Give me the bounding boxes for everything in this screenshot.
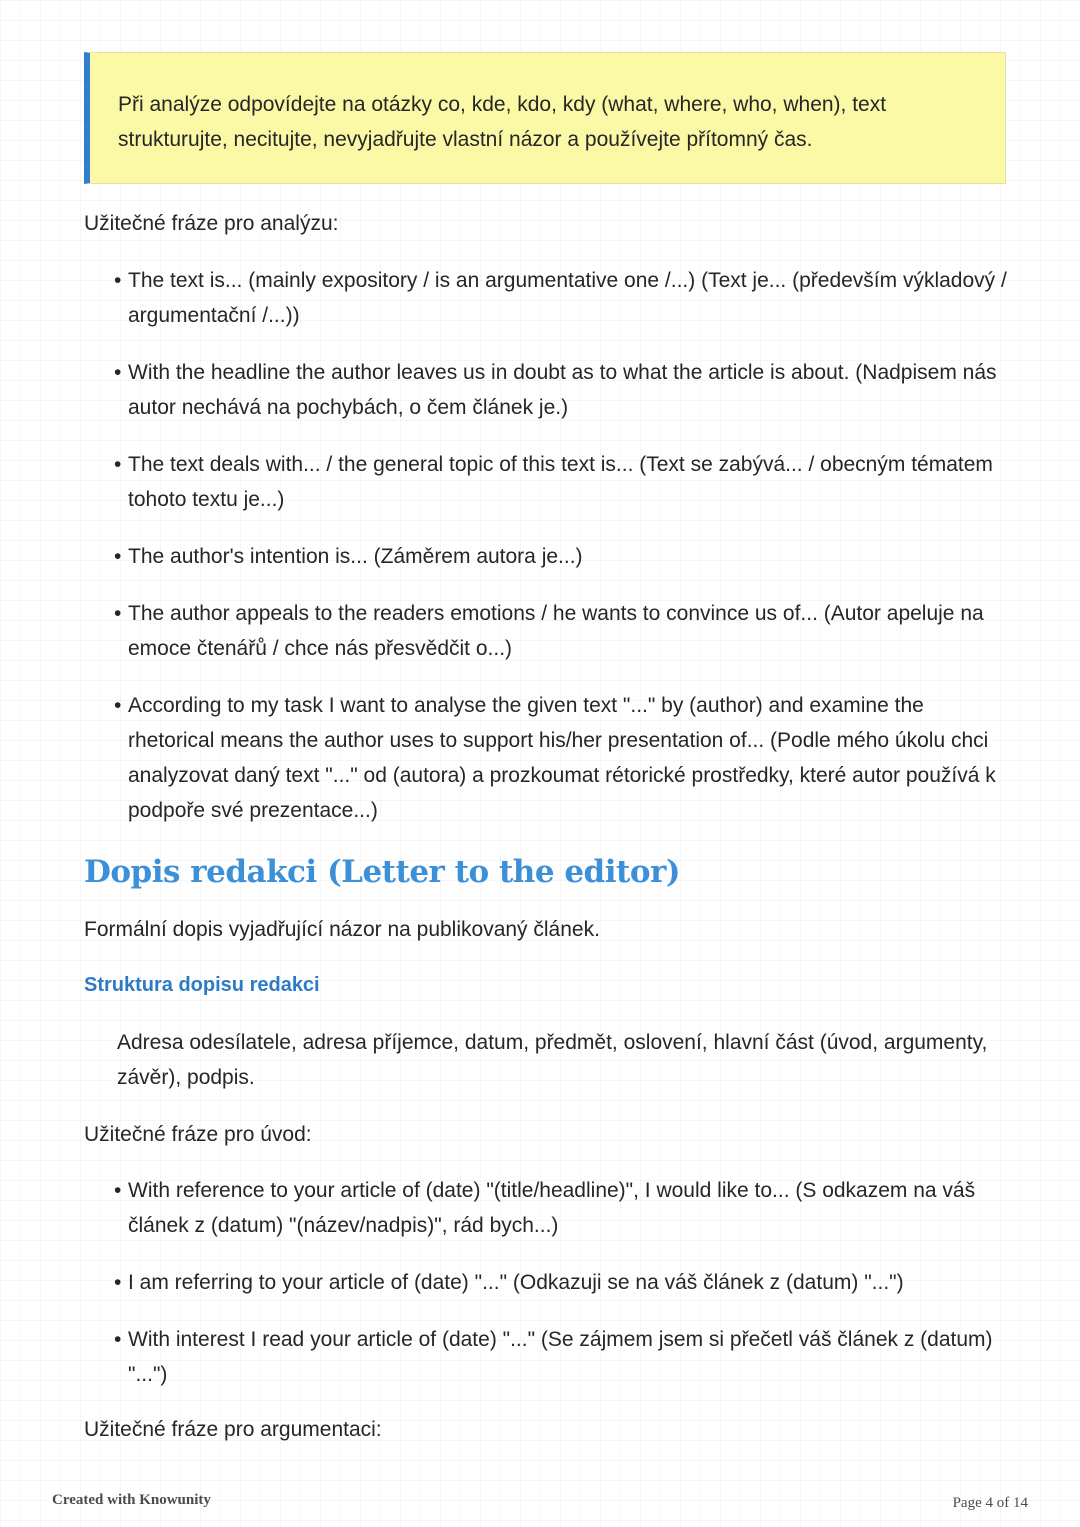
bullet-icon: • (114, 361, 122, 384)
bullet-icon: • (114, 453, 122, 476)
list-item: • According to my task I want to analyse the given text "..." by (author) and examine the rhetorical means the author uses to support his/her presentation of... (Podle mého úkolu chci analyzovat daný text "..." od (autora) a prozkoumat rétorické prostředky, které autor používá k podpoře své prezentace...) (112, 688, 1012, 828)
footer-created: Created with Knowunity (52, 1492, 211, 1508)
footer-page-number: Page 4 of 14 (952, 1495, 1028, 1511)
analysis-phrases-list (112, 263, 1012, 850)
tip-callout-text: Při analýze odpovídejte na otázky co, kde, kdo, kdy (what, where, who, when), text strukturujte, necitujte, nevyjadřujte vlastní názor a používejte přítomný čas. (118, 93, 887, 151)
bullet-icon: • (114, 269, 122, 292)
bullet-icon: • (114, 1179, 122, 1202)
list-item: • The text deals with... / the general topic of this text is... (Text se zabývá... / obecným tématem tohoto textu je...) (112, 447, 1012, 517)
list-item: • With interest I read your article of (date) "..." (Se zájmem jsem si přečetl váš článek z (datum) "...") (112, 1322, 1012, 1392)
structure-text: Adresa odesílatele, adresa příjemce, datum, předmět, oslovení, hlavní část (úvod, argumenty, závěr), podpis. (117, 1031, 988, 1089)
intro-phrases-heading: Užitečné fráze pro úvod: (84, 1123, 312, 1146)
analysis-phrases-heading: Užitečné fráze pro analýzu: (84, 212, 339, 235)
intro-phrases-list (112, 1173, 1012, 1414)
list-item: • With reference to your article of (date) "(title/headline)", I would like to... (S odkazem na váš článek z (datum) "(název/nadpis)", rád bych...) (112, 1173, 1012, 1243)
section-title: Dopis redakci (Letter to the editor) (84, 854, 681, 890)
section-subtitle: Struktura dopisu redakci (84, 974, 320, 996)
section-intro: Formální dopis vyjadřující názor na publikovaný článek. (84, 918, 600, 941)
list-item: • With the headline the author leaves us in doubt as to what the article is about. (Nadpisem nás autor nechává na pochybách, o čem článek je.) (112, 355, 1012, 425)
list-item: • The author's intention is... (Záměrem autora je...) (112, 539, 1012, 574)
list-item: • The author appeals to the readers emotions / he wants to convince us of... (Autor apeluje na emoce čtenářů / chce nás přesvědčit o...) (112, 596, 1012, 666)
tip-callout (84, 52, 1006, 184)
bullet-icon: • (114, 545, 122, 568)
list-item: • The text is... (mainly expository / is an argumentative one /...) (Text je... (především výkladový / argumentační /...)) (112, 263, 1012, 333)
bullet-icon: • (114, 694, 122, 717)
argument-phrases-heading: Užitečné fráze pro argumentaci: (84, 1418, 382, 1441)
bullet-icon: • (114, 1328, 122, 1351)
bullet-icon: • (114, 1271, 122, 1294)
bullet-icon: • (114, 602, 122, 625)
list-item: • I am referring to your article of (date) "..." (Odkazuji se na váš článek z (datum) "...") (112, 1265, 1012, 1300)
